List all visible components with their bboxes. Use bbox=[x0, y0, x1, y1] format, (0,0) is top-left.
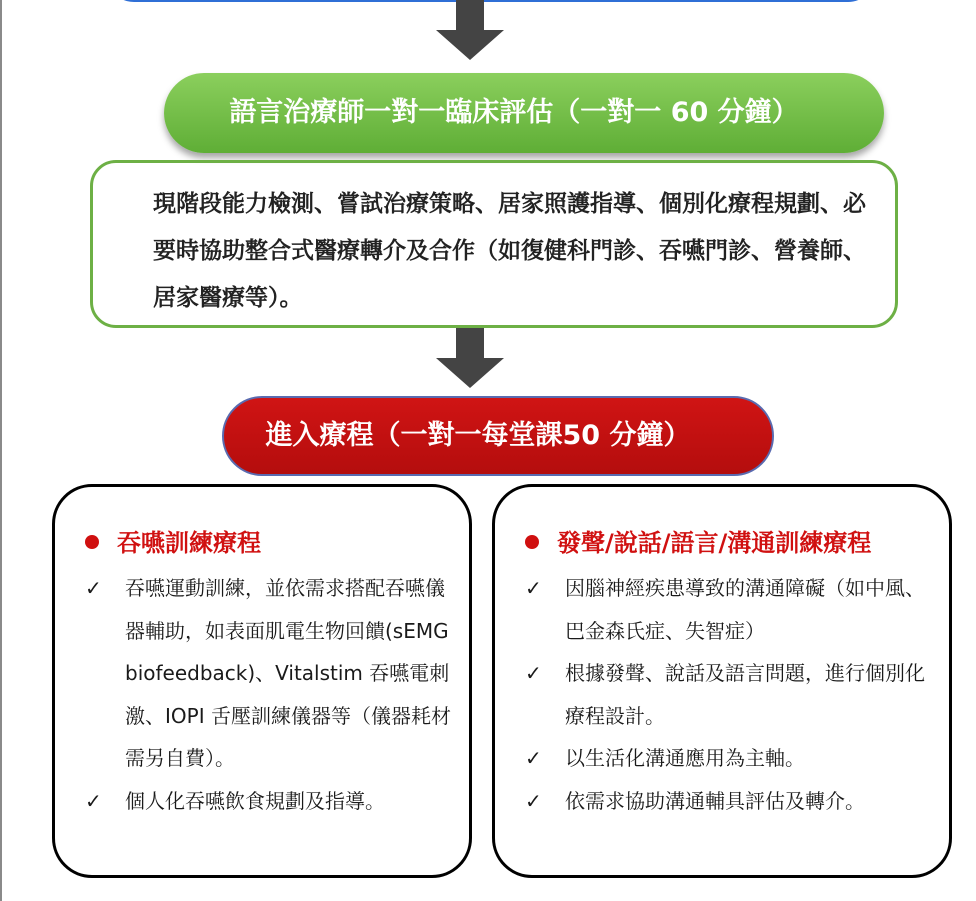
swallowing-course-title: 吞嚥訓練療程 bbox=[85, 523, 261, 558]
treatment-title: 進入療程（一對一每堂課50 分鐘） bbox=[222, 396, 774, 476]
check-icon: ✓ bbox=[525, 661, 542, 685]
down-arrow-2 bbox=[432, 328, 508, 390]
bullet-icon bbox=[525, 535, 539, 549]
list-item: ✓ 個人化吞嚥飲食規劃及指導。 bbox=[85, 780, 453, 823]
list-item: ✓ 因腦神經疾患導致的溝通障礙（如中風、巴金森氏症、失智症） bbox=[525, 567, 933, 652]
list-item: ✓ 依需求協助溝通輔具評估及轉介。 bbox=[525, 780, 933, 823]
check-icon: ✓ bbox=[525, 788, 542, 813]
list-item: ✓ 吞嚥運動訓練，並依需求搭配吞嚥儀器輔助，如表面肌電生物回饋(sEMG biofeedback)、Vitalstim 吞嚥電刺激、IOPI 舌壓訓練儀器等（儀器耗材需另自費）。 bbox=[85, 567, 453, 780]
check-icon: ✓ bbox=[85, 576, 102, 600]
communication-course-box bbox=[492, 484, 952, 878]
assessment-description: 現階段能力檢測、嘗試治療策略、居家照護指導、個別化療程規劃、必要時協助整合式醫療轉介及合作（如復健科門診、吞嚥門診、營養師、居家醫療等）。 bbox=[153, 191, 866, 311]
list-item: ✓ 以生活化溝通應用為主軸。 bbox=[525, 737, 933, 780]
bullet-icon bbox=[85, 535, 99, 549]
swallowing-course-items bbox=[85, 567, 453, 822]
check-icon: ✓ bbox=[525, 576, 542, 600]
communication-course-items bbox=[525, 567, 933, 822]
down-arrow-1 bbox=[432, 0, 508, 62]
check-icon: ✓ bbox=[85, 788, 102, 813]
assessment-title: 語言治療師一對一臨床評估（一對一 60 分鐘） bbox=[164, 73, 884, 153]
page-edge bbox=[0, 0, 2, 901]
check-icon: ✓ bbox=[525, 746, 542, 770]
swallowing-course-box bbox=[52, 484, 472, 878]
list-item: ✓ 根據發聲、說話及語言問題，進行個別化療程設計。 bbox=[525, 652, 933, 737]
assessment-description-box bbox=[90, 160, 898, 328]
communication-course-title: 發聲/說話/語言/溝通訓練療程 bbox=[525, 523, 871, 558]
